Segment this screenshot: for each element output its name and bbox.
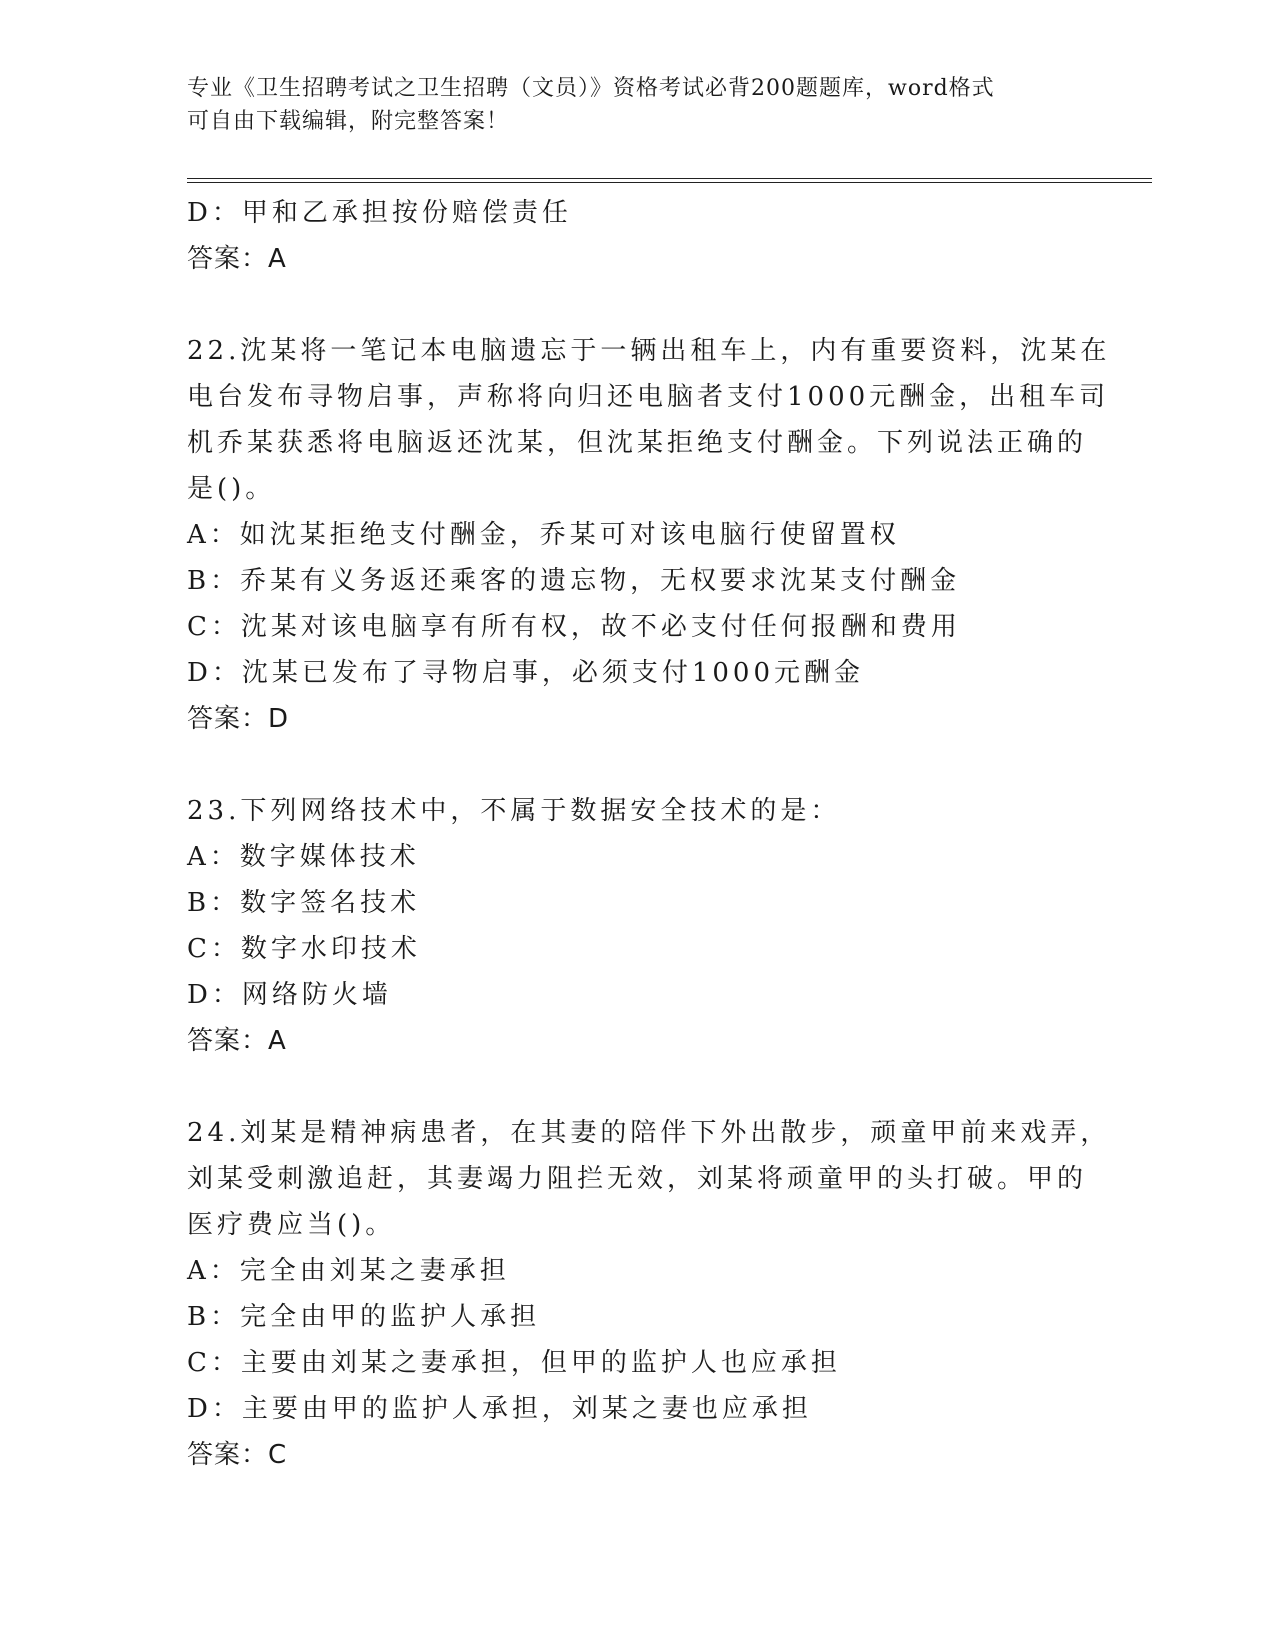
option-c: C：数字水印技术 xyxy=(187,934,421,964)
option-c: C：主要由刘某之妻承担，但甲的监护人也应承担 xyxy=(187,1348,841,1378)
header-divider xyxy=(187,178,1152,183)
spacer xyxy=(187,282,1087,328)
question-list xyxy=(187,190,1111,1478)
question-24 xyxy=(187,1110,1111,1478)
answer: 答案：A xyxy=(187,244,287,274)
question-stem-line: 医疗费应当()。 xyxy=(187,1210,396,1240)
option-b: B：乔某有义务返还乘客的遗忘物，无权要求沈某支付酬金 xyxy=(187,566,961,596)
option-c: C：沈某对该电脑享有所有权，故不必支付任何报酬和费用 xyxy=(187,612,961,642)
option-a: A：如沈某拒绝支付酬金，乔某可对该电脑行使留置权 xyxy=(187,520,900,550)
question-stem-line: 电台发布寻物启事，声称将向归还电脑者支付1000元酬金，出租车司 xyxy=(187,382,1110,412)
answer: 答案：D xyxy=(187,704,290,734)
question-stem-line: 机乔某获悉将电脑返还沈某，但沈某拒绝支付酬金。下列说法正确的 xyxy=(187,428,1088,458)
question-stem-line: 24.刘某是精神病患者，在其妻的陪伴下外出散步，顽童甲前来戏弄， xyxy=(187,1118,1111,1148)
header-line-2: 可自由下载编辑，附完整答案！ xyxy=(187,109,510,134)
question-stem-line: 22.沈某将一笔记本电脑遗忘于一辆出租车上，内有重要资料，沈某在 xyxy=(187,336,1111,366)
page-header xyxy=(187,72,1087,138)
option-d: D：沈某已发布了寻物启事，必须支付1000元酬金 xyxy=(187,658,865,688)
option-a: A：完全由刘某之妻承担 xyxy=(187,1256,510,1286)
question-23 xyxy=(187,788,1087,1064)
option-a: A：数字媒体技术 xyxy=(187,842,420,872)
option-d: D：网络防火墙 xyxy=(187,980,392,1010)
question-stem-line: 是()。 xyxy=(187,474,276,504)
question-22 xyxy=(187,328,1111,742)
spacer xyxy=(187,742,1087,788)
option-b: B：完全由甲的监护人承担 xyxy=(187,1302,541,1332)
question-stem-line: 23.下列网络技术中，不属于数据安全技术的是： xyxy=(187,796,841,826)
question-stem-line: 刘某受刺激追赶，其妻竭力阻拦无效，刘某将顽童甲的头打破。甲的 xyxy=(187,1164,1088,1194)
spacer xyxy=(187,1064,1087,1110)
option-b: B：数字签名技术 xyxy=(187,888,421,918)
answer: 答案：C xyxy=(187,1440,288,1470)
answer: 答案：A xyxy=(187,1026,287,1056)
prev-question-tail xyxy=(187,190,1087,282)
option-d: D：甲和乙承担按份赔偿责任 xyxy=(187,198,572,228)
option-d: D：主要由甲的监护人承担，刘某之妻也应承担 xyxy=(187,1394,812,1424)
header-line-1: 专业《卫生招聘考试之卫生招聘（文员）》资格考试必背200题题库，word格式 xyxy=(187,76,995,101)
